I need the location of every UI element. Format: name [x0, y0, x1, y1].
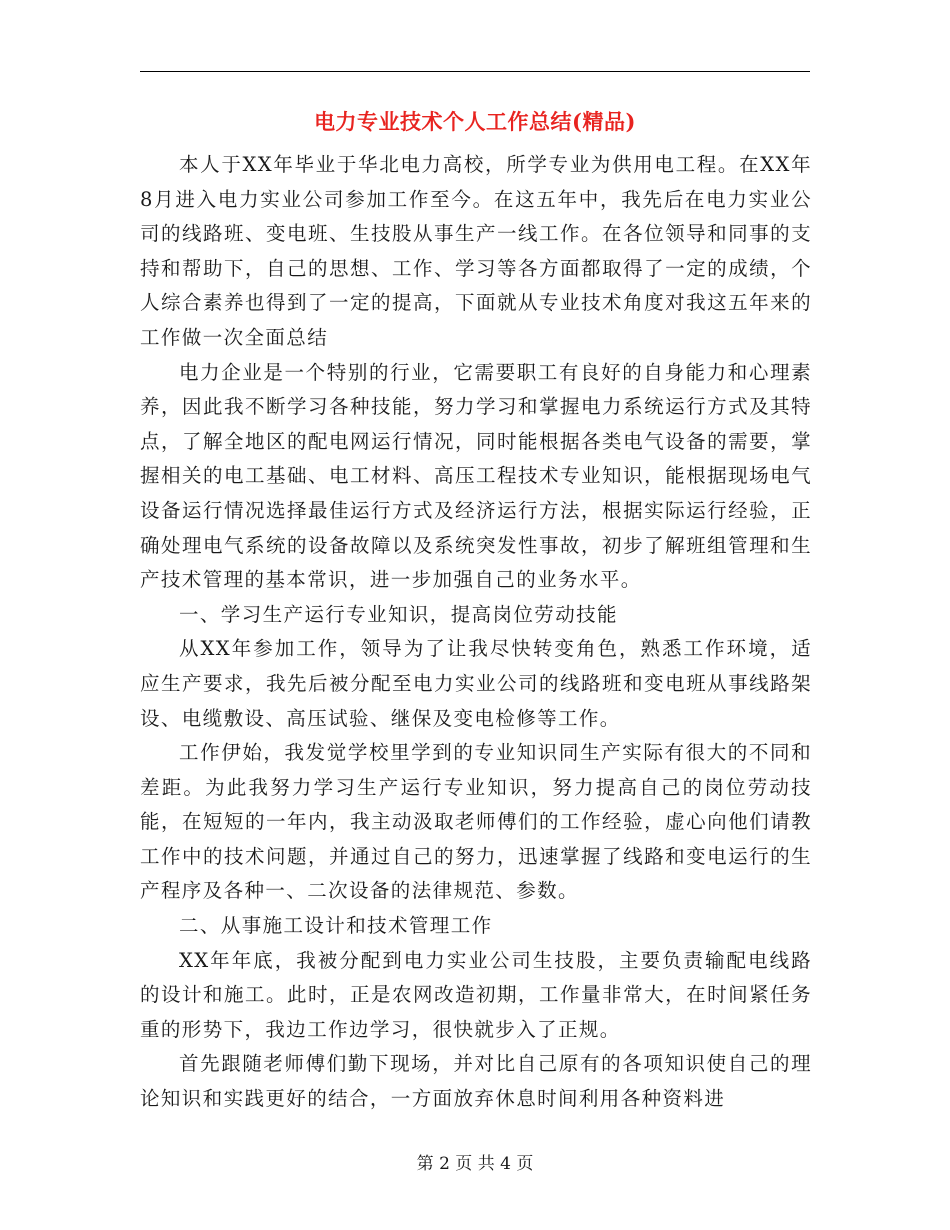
paragraph: 首先跟随老师傅们勤下现场，并对比自己原有的各项知识使自己的理论知识和实践更好的结合，一方面放弃休息时间利用各种资料进 [140, 1052, 812, 1111]
paragraph: 从XX年参加工作，领导为了让我尽快转变角色，熟悉工作环境，适应生产要求，我先后被分配至电力实业公司的线路班和变电班从事线路架设、电缆敷设、高压试验、继保及变电检修等工作。 [140, 637, 812, 730]
paragraph: XX年年底，我被分配到电力实业公司生技股，主要负责输配电线路的设计和施工。此时，正是农网改造初期，工作量非常大，在时间紧任务重的形势下，我边工作边学习，很快就步入了正规。 [140, 948, 812, 1041]
document-title: 电力专业技术个人工作总结(精品) [314, 109, 636, 134]
paragraph: 本人于XX年毕业于华北电力高校，所学专业为供用电工程。在XX年8月进入电力实业公司参加工作至今。在这五年中，我先后在电力实业公司的线路班、变电班、生技股从事生产一线工作。在各位领导和同事的支持和帮助下，自己的思想、工作、学习等各方面都取得了一定的成绩，个人综合素养也得到了一定的提高，下面就从专业技术角度对我这五年来的工作做一次全面总结 [140, 153, 812, 349]
document-body [140, 148, 812, 1117]
paragraph: 工作伊始，我发觉学校里学到的专业知识同生产实际有很大的不同和差距。为此我努力学习生产运行专业知识，努力提高自己的岗位劳动技能，在短短的一年内，我主动汲取老师傅们的工作经验，虚心向他们请教工作中的技术问题，并通过自己的努力，迅速掌握了线路和变电运行的生产程序及各种一、二次设备的法律规范、参数。 [140, 741, 812, 903]
section-heading: 二、从事施工设计和技术管理工作 [179, 914, 493, 938]
page-number: 第 2 页 共 4 页 [416, 1154, 534, 1174]
header-rule [140, 71, 810, 72]
paragraph: 电力企业是一个特别的行业，它需要职工有良好的自身能力和心理素养，因此我不断学习各种技能，努力学习和掌握电力系统运行方式及其特点，了解全地区的配电网运行情况，同时能根据各类电气设备的需要，掌握相关的电工基础、电工材料、高压工程技术专业知识，能根据现场电气设备运行情况选择最佳运行方式及经济运行方法，根据实际运行经验，正确处理电气系统的设备故障以及系统突发性事故，初步了解班组管理和生产技术管理的基本常识，进一步加强自己的业务水平。 [140, 360, 812, 592]
section-heading: 一、学习生产运行专业知识，提高岗位劳动技能 [179, 602, 618, 626]
